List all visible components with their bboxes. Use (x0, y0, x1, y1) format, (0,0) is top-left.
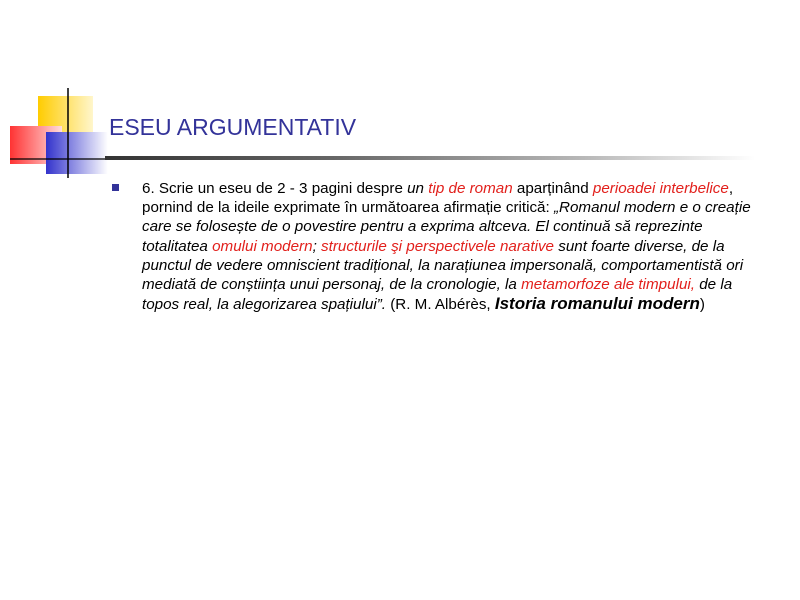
decorative-squares-logo (0, 0, 120, 190)
highlight-perioadei-interbelice: perioadei interbelice (592, 180, 729, 197)
quote-text: „Romanul modern e o creație care se folosește de o povestire pentru a exprima altceva. El continuă să reprezinte totalitatea (142, 199, 751, 255)
highlight-tip-de-roman: tip de roman (428, 180, 513, 197)
citation-text: (R. M. Albérès, (385, 296, 495, 314)
quote-text: ; (312, 237, 322, 255)
highlight-omului-modern: omului modern (212, 237, 313, 255)
highlight-structurile: structurile şi perspectivele narative (321, 237, 554, 255)
text-span-italic: un (407, 180, 429, 197)
quote-text: sunt foarte diverse, de la punctul de vedere omniscient tradițional, la narațiunea impersonală, comportamentistă ori mediată de conștiința unui personaj, de la cronologie, la (142, 237, 744, 294)
essay-prompt-paragraph (142, 179, 772, 314)
text-span: , pornind de la ideile exprimate în următoarea afirmație critică: (142, 180, 734, 217)
slide-title: ESEU ARGUMENTATIV (109, 114, 357, 140)
text-span: 6. Scrie un eseu de 2 - 3 pagini despre (142, 180, 408, 197)
citation-text: ) (699, 296, 705, 314)
text-span: aparținând (512, 180, 593, 197)
square-bullet-icon (112, 184, 119, 191)
book-title: Istoria romanului modern (494, 294, 700, 314)
quote-text: de la topos real, la alegorizarea spațiului”. (142, 276, 733, 314)
highlight-metamorfoze: metamorfoze ale timpului, (521, 276, 695, 294)
title-underline (105, 156, 755, 160)
